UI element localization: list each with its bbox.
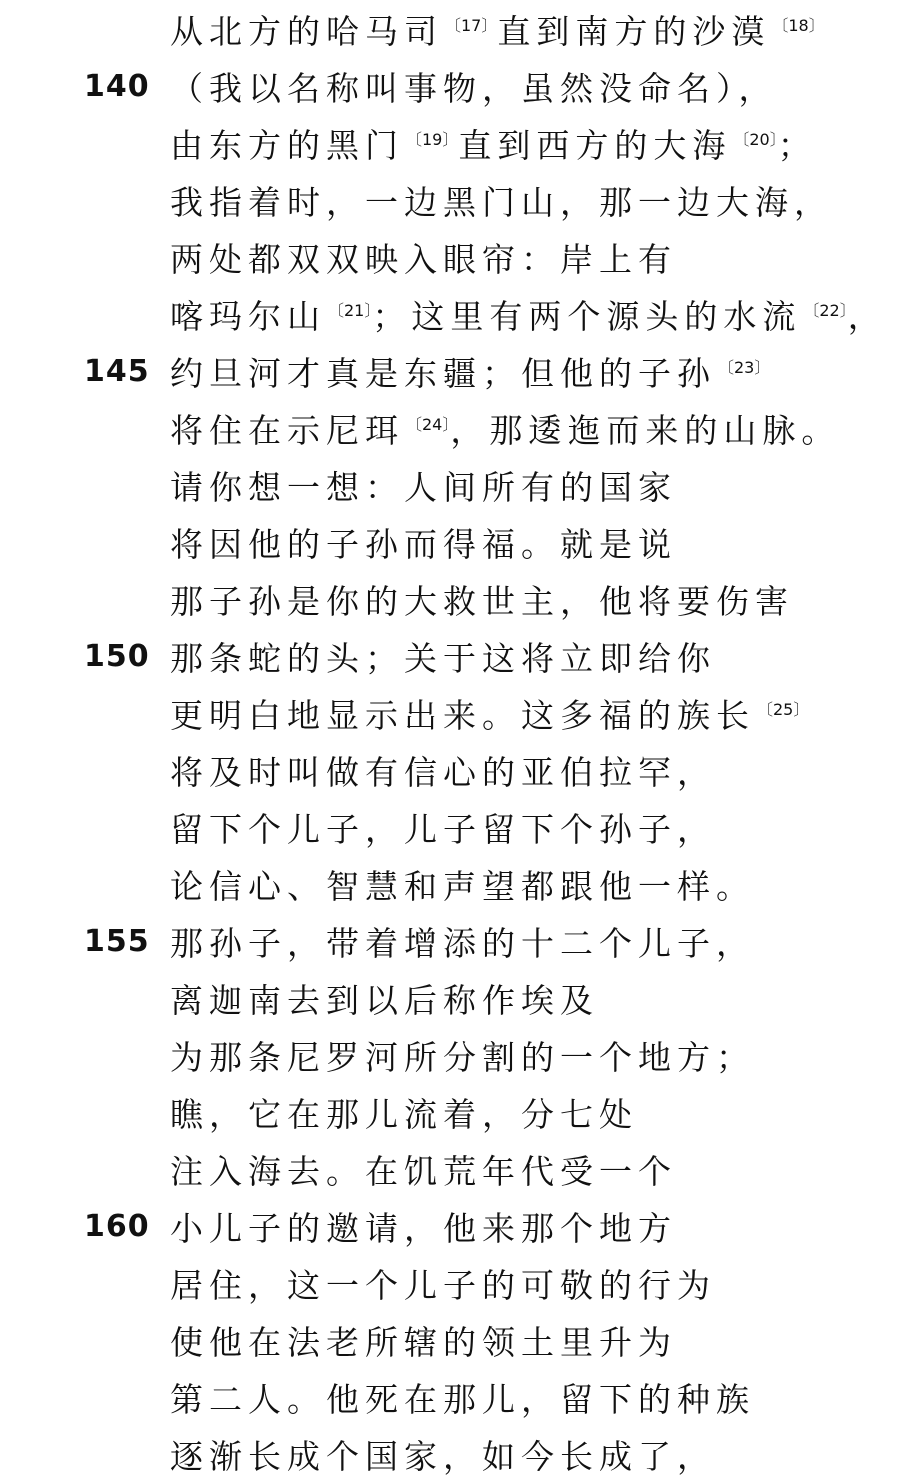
line-text xyxy=(170,1260,716,1307)
poem-line xyxy=(0,1311,900,1368)
text-run: （我以名称叫事物，虽然没命名）， xyxy=(170,69,778,108)
line-text xyxy=(170,462,677,509)
line-text xyxy=(170,1203,677,1250)
poem-line xyxy=(0,1026,900,1083)
text-run: 瞧，它在那儿流着，分七处 xyxy=(170,1095,638,1134)
text-run: ； xyxy=(777,126,817,165)
text-run: 那条蛇的头；关于这将立即给你 xyxy=(170,639,716,678)
line-text xyxy=(170,1089,638,1136)
poem-line xyxy=(0,1083,900,1140)
poem-line xyxy=(0,684,900,741)
line-text xyxy=(170,291,887,338)
footnote-marker: 〔20〕 xyxy=(733,130,778,149)
footnote-marker: 〔25〕 xyxy=(757,700,810,719)
poem-line xyxy=(0,228,900,285)
text-run: 小儿子的邀请，他来那个地方 xyxy=(170,1209,677,1248)
text-run: 将及时叫做有信心的亚伯拉罕， xyxy=(170,753,716,792)
text-run: 将住在示尼珥 xyxy=(170,411,404,450)
poem-line xyxy=(0,855,900,912)
text-run: ，那逶迤而来的山脉。 xyxy=(450,411,841,450)
poem-line xyxy=(0,1140,900,1197)
poem-line xyxy=(0,570,900,627)
poem-line xyxy=(0,1254,900,1311)
text-run: 直到西方的大海 xyxy=(458,126,732,165)
poem-line xyxy=(0,342,900,399)
text-run: 我指着时，一边黑门山，那一边大海， xyxy=(170,183,833,222)
line-text xyxy=(170,576,794,623)
footnote-marker: 〔19〕 xyxy=(406,130,459,149)
line-text xyxy=(170,747,716,794)
line-number: 145 xyxy=(84,354,150,389)
text-run: 那子孙是你的大救世主，他将要伤害 xyxy=(170,582,794,621)
text-run: 居住，这一个儿子的可敬的行为 xyxy=(170,1266,716,1305)
footnote-marker: 〔17〕 xyxy=(445,16,498,35)
line-number: 150 xyxy=(84,639,150,674)
poem-line xyxy=(0,513,900,570)
text-run: ， xyxy=(847,297,887,336)
text-run: 第二人。他死在那儿，留下的种族 xyxy=(170,1380,755,1419)
line-text xyxy=(170,918,755,965)
line-number: 155 xyxy=(84,924,150,959)
line-number: 140 xyxy=(84,69,150,104)
poem-line xyxy=(0,969,900,1026)
line-text xyxy=(170,348,770,395)
line-text xyxy=(170,1032,755,1079)
line-text xyxy=(170,1146,677,1193)
footnote-marker: 〔22〕 xyxy=(803,301,848,320)
line-text xyxy=(170,177,833,224)
line-text xyxy=(170,6,825,53)
text-run: 使他在法老所辖的领土里升为 xyxy=(170,1323,677,1362)
text-run: 那孙子，带着增添的十二个儿子， xyxy=(170,924,755,963)
line-text xyxy=(170,519,677,566)
footnote-marker: 〔21〕 xyxy=(328,301,373,320)
text-run: 论信心、智慧和声望都跟他一样。 xyxy=(170,867,755,906)
poem-line xyxy=(0,57,900,114)
line-text xyxy=(170,1374,755,1421)
text-run: 请你想一想：人间所有的国家 xyxy=(170,468,677,507)
poem-line xyxy=(0,798,900,855)
line-text xyxy=(170,804,716,851)
text-run: 离迦南去到以后称作埃及 xyxy=(170,981,599,1020)
line-text xyxy=(170,234,677,281)
text-run: ；这里有两个源头的水流 xyxy=(372,297,802,336)
line-text xyxy=(170,633,716,680)
poem-line xyxy=(0,399,900,456)
poem-line xyxy=(0,171,900,228)
line-number: 160 xyxy=(84,1209,150,1244)
footnote-marker: 〔24〕 xyxy=(406,415,451,434)
footnote-marker: 〔23〕 xyxy=(718,358,771,377)
poem-line xyxy=(0,912,900,969)
line-text xyxy=(170,120,817,167)
line-text xyxy=(170,1431,716,1478)
poem-line xyxy=(0,285,900,342)
line-text xyxy=(170,690,809,737)
text-run: 喀玛尔山 xyxy=(170,297,326,336)
poem-line xyxy=(0,1368,900,1425)
poem-line xyxy=(0,627,900,684)
text-run: 将因他的子孙而得福。就是说 xyxy=(170,525,677,564)
poem-line xyxy=(0,456,900,513)
poem-line xyxy=(0,1425,900,1482)
text-run: 两处都双双映入眼帘：岸上有 xyxy=(170,240,677,279)
poem-line xyxy=(0,741,900,798)
poem-line xyxy=(0,114,900,171)
poem-line xyxy=(0,0,900,57)
text-run: 由东方的黑门 xyxy=(170,126,404,165)
line-text xyxy=(170,975,599,1022)
text-run: 留下个儿子，儿子留下个孙子， xyxy=(170,810,716,849)
text-run: 注入海去。在饥荒年代受一个 xyxy=(170,1152,677,1191)
text-run: 为那条尼罗河所分割的一个地方； xyxy=(170,1038,755,1077)
text-run: 从北方的哈马司 xyxy=(170,12,443,51)
footnote-marker: 〔18〕 xyxy=(772,16,825,35)
text-run: 更明白地显示出来。这多福的族长 xyxy=(170,696,755,735)
line-text xyxy=(170,861,755,908)
text-run: 逐渐长成个国家，如今长成了， xyxy=(170,1437,716,1476)
text-run: 直到南方的沙漠 xyxy=(497,12,771,51)
line-text xyxy=(170,63,778,110)
poem-line xyxy=(0,1197,900,1254)
line-text xyxy=(170,405,840,452)
line-text xyxy=(170,1317,677,1364)
text-run: 约旦河才真是东疆；但他的子孙 xyxy=(170,354,716,393)
